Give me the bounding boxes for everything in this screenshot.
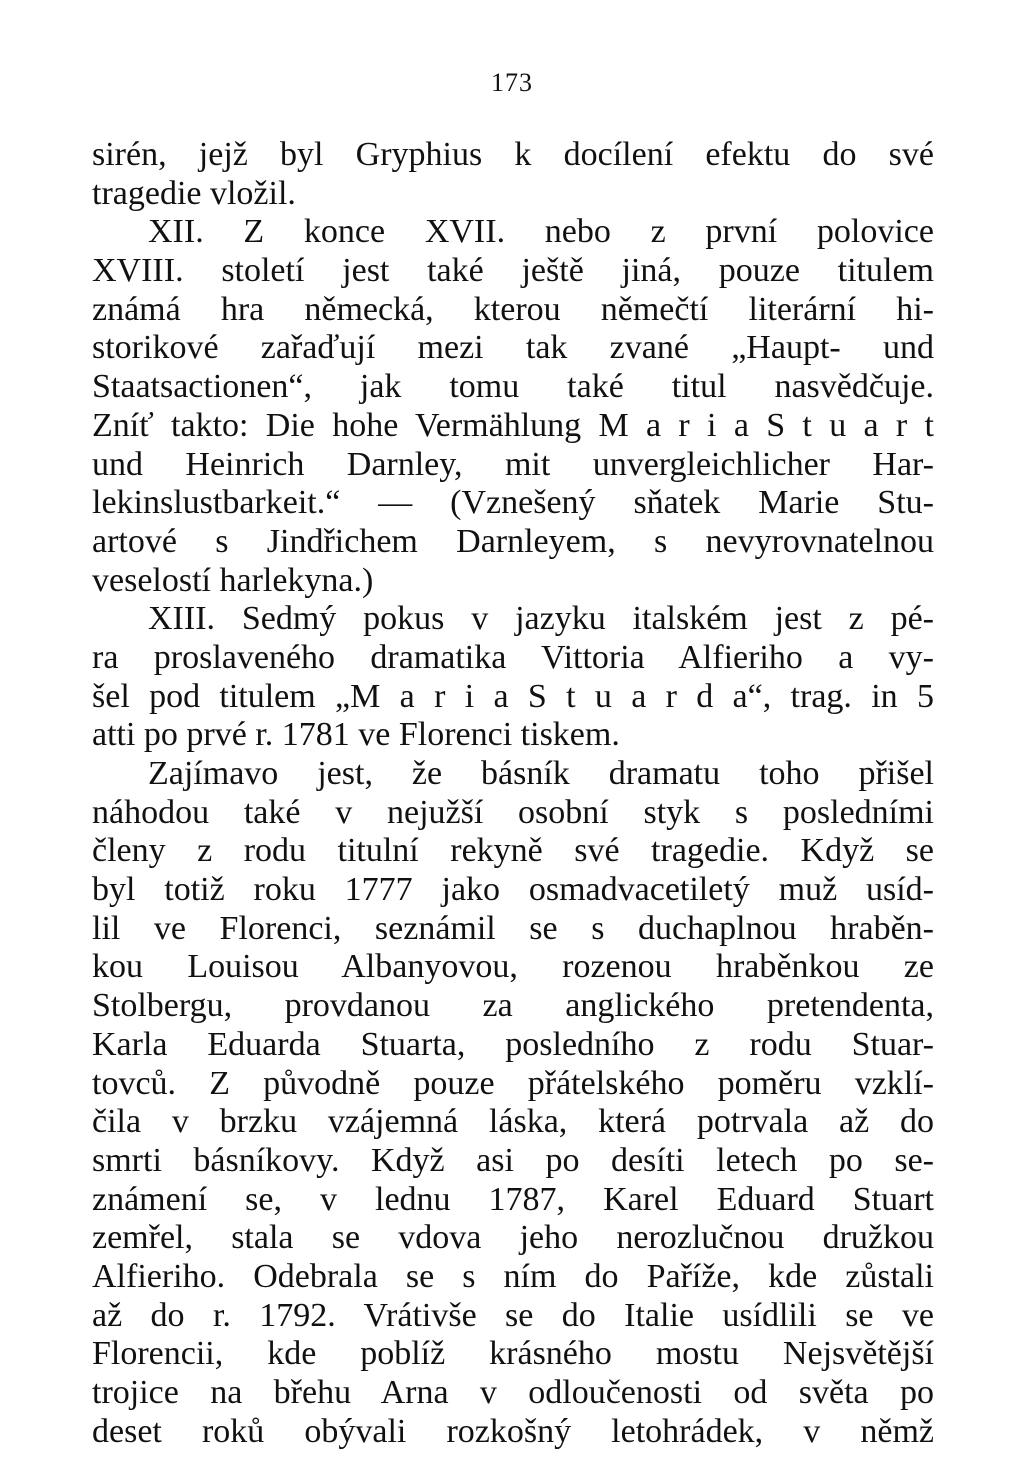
text-line: XVIII. století jest také ještě jiná, pouze titulem xyxy=(92,252,934,290)
text-line: známá hra německá, kterou němečtí literární hi- xyxy=(92,290,934,328)
page-number: 173 xyxy=(491,68,533,97)
text-line: čila v brzku vzájemná láska, která potrvala až do xyxy=(92,1103,934,1141)
text-line: artové s Jindřichem Darnleyem, s nevyrovnatelnou xyxy=(92,522,934,560)
text-line: Karla Eduarda Stuarta, posledního z rodu Stuar- xyxy=(92,1025,934,1063)
text-line: Zajímavo jest, že básník dramatu toho přišel xyxy=(148,755,934,792)
text-line: ra proslaveného dramatika Vittoria Alfieriho a vy- xyxy=(92,638,934,676)
text-line: veselostí harlekyna.) xyxy=(92,561,374,599)
text-line: kou Louisou Albanyovou, rozenou hraběnkou ze xyxy=(92,948,934,986)
text-line: trojice na břehu Arna v odloučenosti od světa po xyxy=(92,1374,934,1411)
text-line: XIII. Sedmý pokus v jazyku italském jest z pé- xyxy=(148,600,934,638)
text-line: smrti básníkovy. Když asi po desíti letech po se- xyxy=(92,1141,934,1179)
text-line: náhodou také v nejužší osobní styk s posledními xyxy=(92,793,934,831)
text-line: byl totiž roku 1777 jako osmadvacetiletý muž usíd- xyxy=(92,871,934,909)
text-line: lekinslustbarkeit.“ — (Vznešený sňatek Marie Stu- xyxy=(92,484,934,522)
text-line: Florencii, kde poblíž krásného mostu Nejsvětější xyxy=(92,1335,934,1373)
body-text xyxy=(92,136,934,1451)
text-line: und Heinrich Darnley, mit unvergleichlicher Har- xyxy=(92,445,934,483)
text-line: storikové zařaďují mezi tak zvané „Haupt- und xyxy=(92,329,934,367)
text-line: deset roků obývali rozkošný letohrádek, v němž xyxy=(92,1412,934,1450)
text-line: sirén, jejž byl Gryphius k docílení efektu do své xyxy=(92,136,934,173)
text-line: lil ve Florenci, seznámil se s duchaplnou hraběn- xyxy=(92,909,934,947)
text-line: XII. Z konce XVII. nebo z první polovice xyxy=(148,213,934,251)
text-line: Staatsactionen“, jak tomu také titul nasvědčuje. xyxy=(92,368,934,406)
text-line: Alfieriho. Odebrala se s ním do Paříže, kde zůstali xyxy=(92,1257,934,1295)
text-line: tragedie vložil. xyxy=(92,174,296,212)
text-line: šel pod titulem „M a r i a S t u a r d a“, trag. in 5 xyxy=(92,677,934,715)
text-line: zemřel, stala se vdova jeho nerozlučnou družkou xyxy=(92,1219,934,1257)
text-line: Zníť takto: Die hohe Vermählung M a r i a S t u a r t xyxy=(92,406,934,444)
text-line: Stolbergu, provdanou za anglického pretendenta, xyxy=(92,987,934,1025)
text-line: členy z rodu titulní rekyně své tragedie. Když se xyxy=(92,832,934,870)
text-line: známení se, v lednu 1787, Karel Eduard Stuart xyxy=(92,1180,934,1218)
text-line: až do r. 1792. Vrátivše se do Italie usídlili se ve xyxy=(92,1296,934,1334)
text-line: atti po prvé r. 1781 ve Florenci tiskem. xyxy=(92,716,620,754)
text-line: tovců. Z původně pouze přátelského poměru vzklí- xyxy=(92,1064,934,1102)
